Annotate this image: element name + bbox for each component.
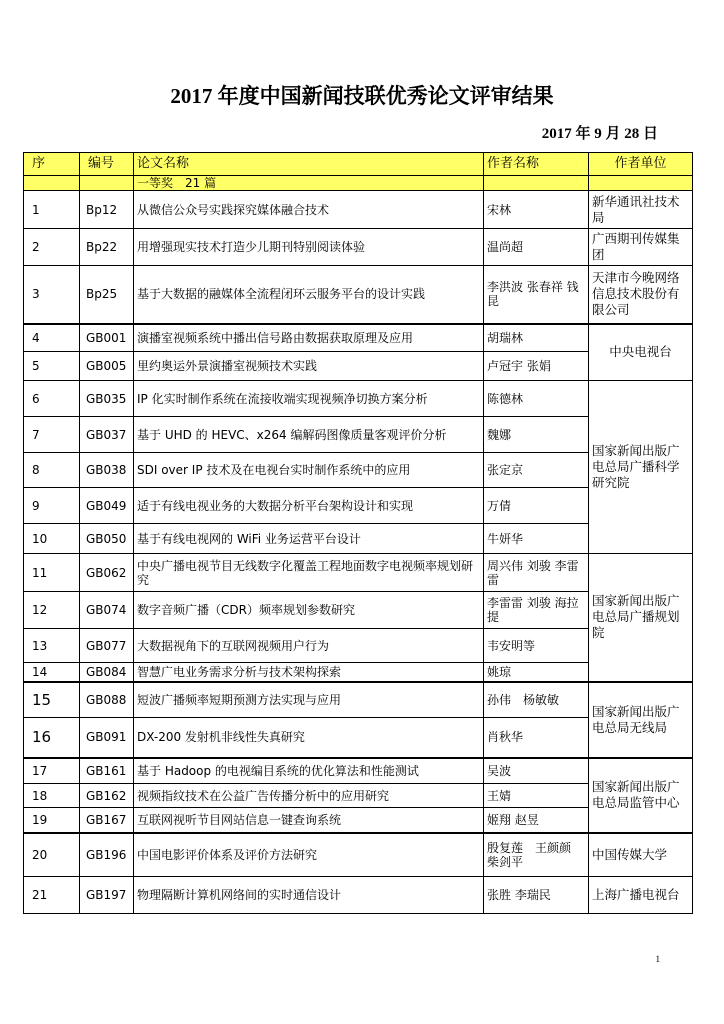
row-code: GB035 [80,381,134,417]
row-name: 适于有线电视业务的大数据分析平台架构设计和实现 [134,488,484,524]
row-name: 中国电影评价体系及评价方法研究 [134,833,484,877]
document-title: 2017 年度中国新闻技联优秀论文评审结果 [170,84,554,108]
row-no: 4 [24,324,80,352]
row-name: 演播室视频系统中播出信号路由数据获取原理及应用 [134,324,484,352]
table-row [24,682,693,718]
row-name: 基于 Hadoop 的电视编目系统的优化算法和性能测试 [134,758,484,784]
row-name: 数字音频广播（CDR）频率规划参数研究 [134,592,484,629]
row-unit: 上海广播电视台 [589,877,693,914]
row-author: 周兴伟 刘骏 李雷雷 [484,554,589,592]
row-name: 从微信公众号实践探究媒体融合技术 [134,191,484,229]
row-name: 互联网视听节目网站信息一键查询系统 [134,808,484,833]
row-author: 肖秋华 [484,718,589,758]
header-unit: 作者单位 [589,153,693,176]
row-code: GB091 [80,718,134,758]
row-no: 14 [24,663,80,682]
results-table [23,152,693,914]
row-author: 温尚超 [484,229,589,266]
row-no: 5 [24,352,80,381]
row-name: 基于有线电视网的 WiFi 业务运营平台设计 [134,524,484,554]
row-name: 大数据视角下的互联网视频用户行为 [134,629,484,663]
row-unit: 天津市今晚网络信息技术股份有限公司 [589,266,693,324]
prize-row [24,176,693,191]
row-code: GB088 [80,682,134,718]
row-author: 宋林 [484,191,589,229]
row-author: 孙伟 杨敏敏 [484,682,589,718]
row-no: 1 [24,191,80,229]
header-name: 论文名称 [134,153,484,176]
row-author: 张胜 李瑞民 [484,877,589,914]
row-no: 3 [24,266,80,324]
row-name: DX-200 发射机非线性失真研究 [134,718,484,758]
row-no: 20 [24,833,80,877]
row-name: 物理隔断计算机网络间的实时通信设计 [134,877,484,914]
row-name: 基于 UHD 的 HEVC、x264 编解码图像质量客观评价分析 [134,417,484,453]
row-name: SDI over IP 技术及在电视台实时制作系统中的应用 [134,453,484,488]
row-no: 7 [24,417,80,453]
row-code: GB074 [80,592,134,629]
row-name: 智慧广电业务需求分析与技术架构探索 [134,663,484,682]
row-code: GB162 [80,784,134,808]
row-unit: 广西期刊传媒集团 [589,229,693,266]
row-author: 姬翔 赵昱 [484,808,589,833]
row-code: GB161 [80,758,134,784]
table-row [24,381,693,417]
row-author: 牛妍华 [484,524,589,554]
row-code: GB084 [80,663,134,682]
row-code: Bp12 [80,191,134,229]
row-no: 2 [24,229,80,266]
row-unit: 国家新闻出版广电总局广播规划院 [589,554,693,682]
table-row [24,758,693,784]
row-author: 姚琼 [484,663,589,682]
row-author: 李雷雷 刘骏 海拉提 [484,592,589,629]
row-author: 魏娜 [484,417,589,453]
table-row [24,877,693,914]
row-unit: 新华通讯社技术局 [589,191,693,229]
row-unit: 国家新闻出版广电总局监管中心 [589,758,693,833]
row-no: 10 [24,524,80,554]
row-code: GB077 [80,629,134,663]
row-name: IP 化实时制作系统在流接收端实现视频净切换方案分析 [134,381,484,417]
row-unit: 国家新闻出版广电总局广播科学研究院 [589,381,693,554]
row-name: 用增强现实技术打造少儿期刊特别阅读体验 [134,229,484,266]
row-author: 卢冠宇 张娟 [484,352,589,381]
row-author: 万倩 [484,488,589,524]
header-code: 编号 [80,153,134,176]
table-row [24,324,693,352]
row-author: 李洪波 张春祥 钱昆 [484,266,589,324]
row-code: GB050 [80,524,134,554]
row-no: 15 [24,682,80,718]
row-no: 17 [24,758,80,784]
row-unit: 中央电视台 [589,324,693,381]
table-row [24,191,693,229]
row-name: 里约奥运外景演播室视频技术实践 [134,352,484,381]
row-author: 陈德林 [484,381,589,417]
row-no: 8 [24,453,80,488]
row-no: 6 [24,381,80,417]
row-no: 12 [24,592,80,629]
table-header-row [24,153,693,176]
row-author: 韦安明等 [484,629,589,663]
table-row [24,229,693,266]
row-name: 视频指纹技术在公益广告传播分析中的应用研究 [134,784,484,808]
row-author: 吴波 [484,758,589,784]
row-author: 张定京 [484,453,589,488]
row-name: 中央广播电视节目无线数字化覆盖工程地面数字电视频率规划研究 [134,554,484,592]
row-code: GB167 [80,808,134,833]
header-author: 作者名称 [484,153,589,176]
prize-label: 一等奖 21 篇 [134,176,484,191]
row-code: GB049 [80,488,134,524]
table-row [24,554,693,592]
table-row [24,266,693,324]
row-no: 13 [24,629,80,663]
row-code: GB005 [80,352,134,381]
table-row [24,833,693,877]
row-code: GB197 [80,877,134,914]
header-no: 序 [24,153,80,176]
row-name: 基于大数据的融媒体全流程闭环云服务平台的设计实践 [134,266,484,324]
row-code: GB038 [80,453,134,488]
row-no: 16 [24,718,80,758]
row-code: GB062 [80,554,134,592]
row-author: 胡瑞林 [484,324,589,352]
row-no: 21 [24,877,80,914]
row-no: 11 [24,554,80,592]
row-no: 18 [24,784,80,808]
row-code: GB196 [80,833,134,877]
row-no: 9 [24,488,80,524]
row-code: GB037 [80,417,134,453]
row-code: GB001 [80,324,134,352]
row-code: Bp22 [80,229,134,266]
row-unit: 中国传媒大学 [589,833,693,877]
row-no: 19 [24,808,80,833]
row-author: 殷复莲 王颜颜 柴剑平 [484,833,589,877]
row-unit: 国家新闻出版广电总局无线局 [589,682,693,758]
row-author: 王婧 [484,784,589,808]
document-date: 2017 年 9 月 28 日 [541,126,658,142]
page-number: 1 [655,954,660,964]
row-name: 短波广播频率短期预测方法实现与应用 [134,682,484,718]
row-code: Bp25 [80,266,134,324]
